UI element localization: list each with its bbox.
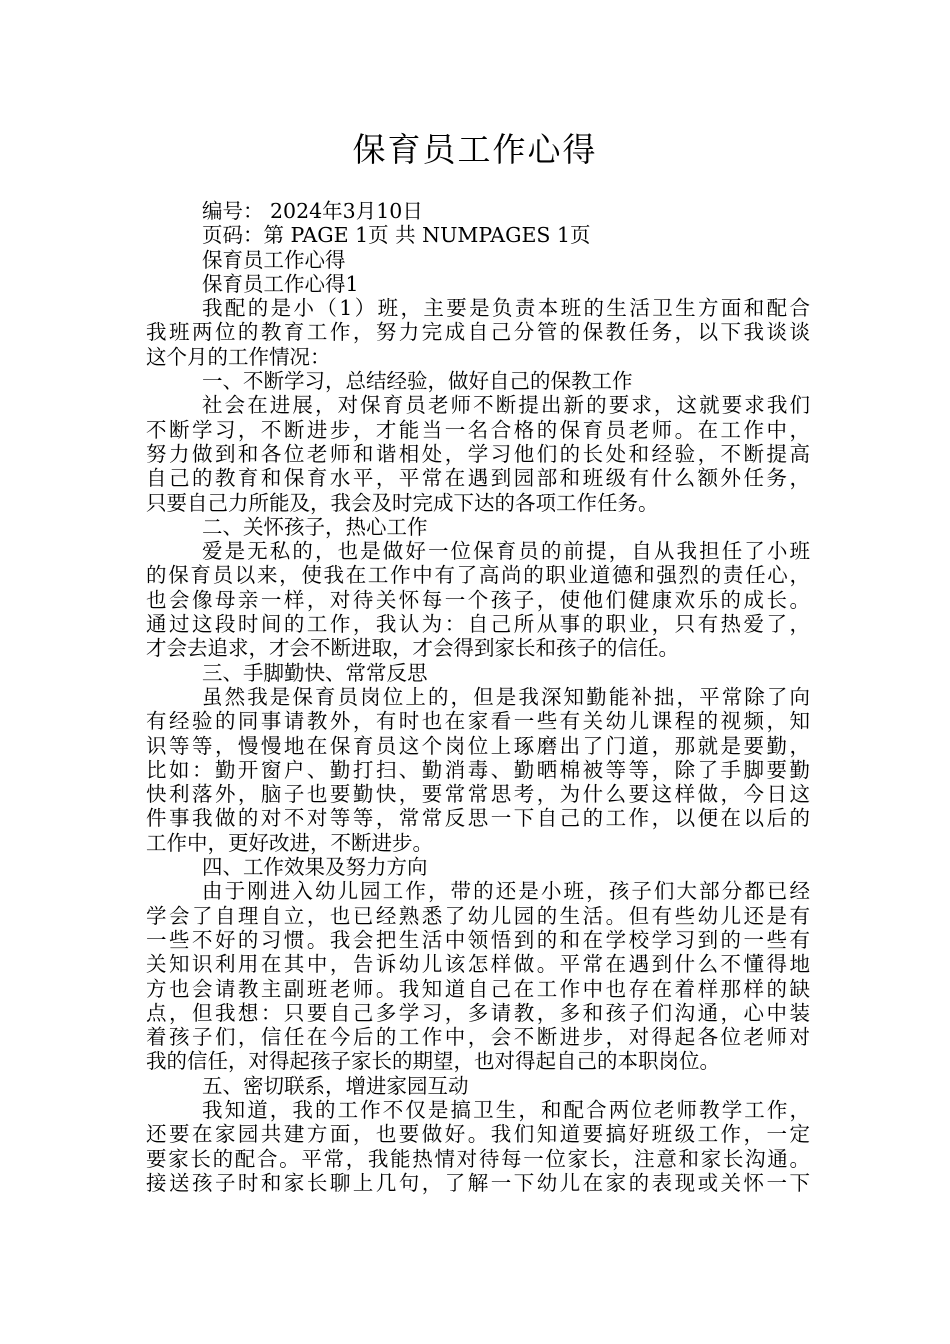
section-1 bbox=[146, 369, 810, 515]
paragraph-line: 着孩子们，信任在今后的工作中，会不断进步，对得起各位老师对 bbox=[146, 1025, 810, 1050]
document-number: 编号： 2024年3月10日 bbox=[202, 199, 423, 223]
section-heading: 五、密切联系，增进家园互动 bbox=[202, 1073, 469, 1098]
section-3 bbox=[146, 661, 810, 855]
section-heading: 三、手脚勤快、常常反思 bbox=[202, 660, 428, 685]
paragraph-line: 通过这段时间的工作，我认为：自己所从事的职业，只有热爱了， bbox=[146, 612, 810, 637]
paragraph-line: 一些不好的习惯。我会把生活中领悟到的和在学校学习到的一些有 bbox=[146, 927, 810, 952]
document-body bbox=[146, 199, 810, 1195]
paragraph-line: 关知识利用在其中，告诉幼儿该怎样做。平常在遇到什么不懂得地 bbox=[146, 952, 810, 977]
paragraph-line: 还要在家园共建方面，也要做好。我们知道要搞好班级工作，一定 bbox=[146, 1122, 810, 1147]
paragraph-line: 有经验的同事请教外，有时也在家看一些有关幼儿课程的视频，知 bbox=[146, 709, 810, 734]
paragraph-line: 我的信任，对得起孩子家长的期望，也对得起自己的本职岗位。 bbox=[146, 1049, 720, 1074]
section-heading: 一、不断学习，总结经验，做好自己的保教工作 bbox=[202, 369, 633, 394]
heading-main: 保育员工作心得 bbox=[202, 247, 346, 272]
paragraph-line: 工作中，更好改进，不断进步。 bbox=[146, 830, 433, 855]
section-5 bbox=[146, 1074, 810, 1195]
paragraph-line: 方也会请教主副班老师。我知道自己在工作中也存在着样那样的缺 bbox=[146, 976, 810, 1001]
paragraph-line: 学会了自理自立，也已经熟悉了幼儿园的生活。但有些幼儿还是有 bbox=[146, 903, 810, 928]
paragraph-line: 我配的是小（1）班，主要是负责本班的生活卫生方面和配合 bbox=[202, 296, 810, 321]
paragraph-line: 点，但我想：只要自己多学习，多请教，多和孩子们沟通，心中装 bbox=[146, 1000, 810, 1025]
document-title: 保育员工作心得 bbox=[352, 130, 598, 169]
paragraph-line: 不断学习，不断进步，才能当一名合格的保育员老师。在工作中， bbox=[146, 417, 810, 442]
paragraph-line: 接送孩子时和家长聊上几句，了解一下幼儿在家的表现或关怀一下 bbox=[146, 1170, 810, 1195]
section-4 bbox=[146, 855, 810, 1074]
paragraph-line: 爱是无私的，也是做好一位保育员的前提，自从我担任了小班 bbox=[202, 539, 810, 564]
paragraph-line: 的保育员以来，使我在工作中有了高尚的职业道德和强烈的责任心， bbox=[146, 563, 810, 588]
heading-sub: 保育员工作心得1 bbox=[202, 271, 359, 296]
intro-paragraph bbox=[146, 296, 810, 369]
paragraph-line: 识等等，慢慢地在保育员这个岗位上琢磨出了门道，那就是要勤， bbox=[146, 733, 810, 758]
paragraph-line: 自己的教育和保育水平，平常在遇到园部和班级有什么额外任务， bbox=[146, 466, 810, 491]
paragraph-line: 才会去追求，才会不断进取，才会得到家长和孩子的信任。 bbox=[146, 636, 679, 661]
paragraph-line: 也会像母亲一样，对待关怀每一个孩子，使他们健康欢乐的成长。 bbox=[146, 587, 810, 612]
paragraph-line: 件事我做的对不对等等，常常反思一下自己的工作，以便在以后的 bbox=[146, 806, 810, 831]
paragraph-line: 努力做到和各位老师和谐相处，学习他们的长处和经验，不断提高 bbox=[146, 441, 810, 466]
paragraph-line: 这个月的工作情况： bbox=[146, 344, 331, 369]
paragraph-line: 由于刚进入幼儿园工作，带的还是小班，孩子们大部分都已经 bbox=[202, 879, 810, 904]
paragraph-line: 虽然我是保育员岗位上的，但是我深知勤能补拙，平常除了向 bbox=[202, 684, 810, 709]
paragraph-line: 只要自己力所能及，我会及时完成下达的各项工作任务。 bbox=[146, 490, 659, 515]
paragraph-line: 社会在进展，对保育员老师不断提出新的要求，这就要求我们 bbox=[202, 393, 810, 418]
section-heading: 二、关怀孩子，热心工作 bbox=[202, 514, 428, 539]
paragraph-line: 我班两位的教育工作，努力完成自己分管的保教任务，以下我谈谈 bbox=[146, 320, 810, 345]
paragraph-line: 要家长的配合。平常，我能热情对待每一位家长，注意和家长沟通。 bbox=[146, 1146, 810, 1171]
paragraph-line: 比如：勤开窗户、勤打扫、勤消毒、勤晒棉被等等，除了手脚要勤 bbox=[146, 757, 810, 782]
page-number-field: 页码：第 PAGE 1页 共 NUMPAGES 1页 bbox=[202, 223, 591, 248]
section-heading: 四、工作效果及努力方向 bbox=[202, 855, 428, 880]
paragraph-line: 我知道，我的工作不仅是搞卫生，和配合两位老师教学工作， bbox=[202, 1097, 810, 1122]
section-2 bbox=[146, 515, 810, 661]
paragraph-line: 快利落外，脑子也要勤快，要常常思考，为什么要这样做，今日这 bbox=[146, 782, 810, 807]
